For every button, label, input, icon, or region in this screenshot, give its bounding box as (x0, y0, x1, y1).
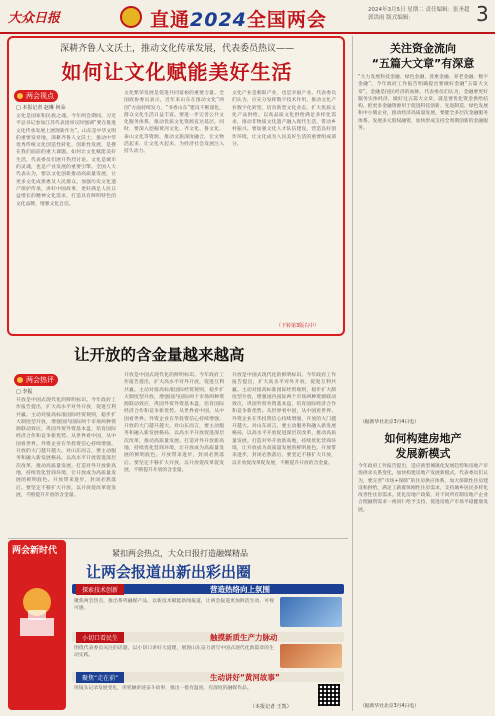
feature-body-col2: 文化繁荣发展是促进共同富裕的重要力量。全国政协委员表示，近年来山东在推动文化“两创”方面持续发力，“书香山东”建设不断深化，群众文化生活日益丰富。要进一步完善公共文化服务体系，推动优质文化资源直达基层。同时，要深入挖掘黄河文化、齐文化、鲁文化、泰山文化等资源，推动文旅深度融合，让文物活起来、让文化火起来，为经济社会发展注入持久动力。 (124, 91, 224, 155)
issue-info: 2024年3月5日 星期二 责任编辑：张圣超 郭洪雨 版式编辑： (368, 7, 470, 21)
bottom-row3-head: 生动讲好“黄河故事” (210, 673, 280, 682)
feature-kicker: 深耕齐鲁人文沃土，推动文化传承发展，代表委员热议—— (59, 44, 294, 54)
right-story1-dateline: （据新华社北京3月4日电） (360, 420, 419, 425)
bottom-row2-text: 围绕代表委员关注的话题，以小切口讲好大道理，展现山东奋力谱写中国式现代化新篇章的生动实践。 (74, 646, 274, 659)
national-emblem-icon (120, 6, 142, 28)
banner-title-prefix: 直通 (150, 9, 191, 31)
page-number: 3 (476, 2, 489, 26)
right-story1-headline-line1[interactable]: 关注资金流向 (390, 42, 456, 55)
story2-body-col1: 开放是中国式现代化的鲜明标识。今年政府工作报告提出，扩大高水平对外开放，促进互利共赢。主动对接高标准国际经贸规则，稳步扩大制度型开放，增强国内国际两个市场两种资源联动效应，巩固外贸外资基本盘，培育国际经济合作和竞争新优势。从世界看中国，从中国看世界。外资企业在华投资信心持续增强，开放的大门越开越大。对山东而言，要主动服务和融入新发展格局，以高水平开放促进深层次改革，推动高质量发展。打造对外开放新高地，持续优化营商环境，让开放成为高质量发展的鲜明底色。开放带来进步，封闭必然落后。要坚定不移扩大开放，以开放促改革促发展，不断提升开放的含金量。 (16, 398, 116, 498)
bottom-divider (8, 538, 348, 539)
feature-credit: □ 本报记者 赵琳 何朵 (16, 105, 66, 111)
story2-body-col3: 开放是中国式现代化的鲜明标识。今年政府工作报告提出，扩大高水平对外开放，促进互利共赢。主动对接高标准国际经贸规则，稳步扩大制度型开放，增强国内国际两个市场两种资源联动效应，巩固外贸外资基本盘，培育国际经济合作和竞争新优势。从世界看中国，从中国看世界。外资企业在华投资信心持续增强，开放的大门越开越大。对山东而言，要主动服务和融入新发展格局，以高水平开放促进深层次改革，推动高质量发展。打造对外开放新高地，持续优化营商环境，让开放成为高质量发展的鲜明底色。开放带来进步，封闭必然落后。要坚定不移扩大开放，以开放促改革促发展，不断提升开放的含金量。 (232, 373, 336, 466)
bottom-row2-thumbnail (280, 644, 342, 668)
header-rule (0, 32, 495, 34)
bottom-row2-head: 触摸新质生产力脉动 (210, 633, 278, 642)
right-story1-body: “大力发展科技金融、绿色金融、普惠金融、养老金融、数字金融”，今年政府工作报告明确提出要做好金融“五篇大文章”。金融是国民经济的血脉，代表委员们认为，金融要更好服务实体经济，做好这五篇大文章，就是要优化资金供给结构，把更多金融资源用于促进科技创新、先进制造、绿色发展和中小微企业，推动经济高质量发展。要健全多层次金融服务体系，发展多元股权融资，加快形成支持全周期创新的金融服务。 (358, 75, 488, 132)
bottom-kicker: 紧扣两会热点，大众日报打造融媒精品 (112, 549, 248, 558)
banner-title-year: 2024 (190, 9, 247, 31)
bottom-row2-tag: 小切口看民生 (76, 632, 124, 643)
feature-body-col3: 文化产业是朝阳产业，也是幸福产业。代表委员们认为，应充分发挥数字技术作用，推动文化产业数字化转型，培育新型文化业态，扩大优质文化产品供给。以高品质文化供给满足多样化需求，推动非物质文化遗产融入现代生活，带动乡村振兴。要加强文化人才队伍建设，营造良好创作环境，让文化成为人民美好生活的重要组成部分。 (232, 91, 336, 148)
right-story2-headline-line2[interactable]: 发展新模式 (395, 447, 451, 460)
bottom-row3-tag: 聚焦“走在前” (76, 672, 124, 683)
newspaper-logo: 大众日报 (8, 11, 61, 26)
story2-body-col2: 开放是中国式现代化的鲜明标识。今年政府工作报告提出，扩大高水平对外开放，促进互利共赢。主动对接高标准国际经贸规则，稳步扩大制度型开放，增强国内国际两个市场两种资源联动效应，巩固外贸外资基本盘，培育国际经济合作和竞争新优势。从世界看中国，从中国看世界。外资企业在华投资信心持续增强，开放的大门越开越大。对山东而言，要主动服务和融入新发展格局，以高水平开放促进深层次改革，推动高质量发展。打造对外开放新高地，持续优化营商环境，让开放成为高质量发展的鲜明底色。开放带来进步，封闭必然落后。要坚定不移扩大开放，以开放促改革促发展，不断提升开放的含金量。 (124, 373, 224, 473)
banner-title-suffix: 全国两会 (246, 9, 327, 31)
bottom-row1-head: 营造热络向上氛围 (210, 585, 270, 594)
story2-author: □ 李振 (16, 389, 33, 395)
column-divider (352, 36, 353, 711)
bottom-credit: （本报记者 王凯） (250, 704, 292, 710)
right-story2-headline-line1[interactable]: 如何构建房地产 (384, 432, 462, 445)
right-story2-body: 今年政府工作报告提出，适应新型城镇化发展趋势和房地产市场供求关系变化，加快构建房地产发展新模式。代表委员们认为，要完善“市场+保障”的住房供应体系，加大保障性住房建设和供给，满足工薪群体刚性住房需求，支持城乡居民多样化改善性住房需求。优化房地产政策，对不同所有制房地产企业合理融资需求一视同仁给予支持，促进房地产市场平稳健康发展。 (358, 464, 488, 513)
qr-code-icon[interactable] (318, 684, 340, 706)
story2-section-tag: 两会热评 (14, 374, 58, 386)
section-banner-title (150, 5, 327, 32)
bottom-row3-text: 用镜头记录发展变化，用笔触讲述奋斗故事，推出一批有温度、有深度的融媒作品。 (74, 686, 252, 691)
promo-illustration (14, 582, 60, 642)
bottom-row1-tag: 探索技术创新 (76, 584, 124, 595)
right-story2-dateline: （据新华社北京3月4日电） (360, 704, 419, 709)
feature-section-tag: 两会视点 (14, 90, 58, 102)
bottom-headline[interactable]: 让两会报道出新出彩出圈 (86, 563, 252, 581)
feature-headline[interactable]: 如何让文化赋能美好生活 (61, 60, 293, 84)
feature-continued: （下转第3版右中） (276, 323, 320, 329)
right-story1-headline-line2[interactable]: “五篇大文章”有深意 (371, 57, 475, 70)
bottom-row1-text: 聚焦两会热点，推出系列融媒产品，以新技术赋能新闻报道，让两会报道更加鲜活生动、可视可感。 (74, 599, 274, 612)
promo-title: 两会新时代 (12, 546, 58, 556)
feature-body-col1: 文化是国家和民族之魂。今年两会期间，习近平总书记参加江苏代表团审议时强调“要在推进文化传承发展上展现新作为”。山东是中华文明的重要发祥地，深耕齐鲁人文沃土，推动中华优秀传统文化创造性转化、创新性发展，是摆在我们面前的重大课题。如何让文化赋能美好生活，代表委员们展开热烈讨论。文化是城市的灵魂，也是产业发展的重要引擎。全国人大代表认为，要以文化创新推动高质量发展，让更多文化成果惠及人民群众。加强历史文化遗产保护传承，讲好中国故事，更好满足人民日益增长的精神文化需求，打造具有鲜明特色的文化品牌，增强文化自信。 (16, 114, 116, 207)
story2-headline[interactable]: 让开放的含金量越来越高 (74, 346, 245, 364)
bottom-row1-thumbnail (280, 597, 342, 627)
